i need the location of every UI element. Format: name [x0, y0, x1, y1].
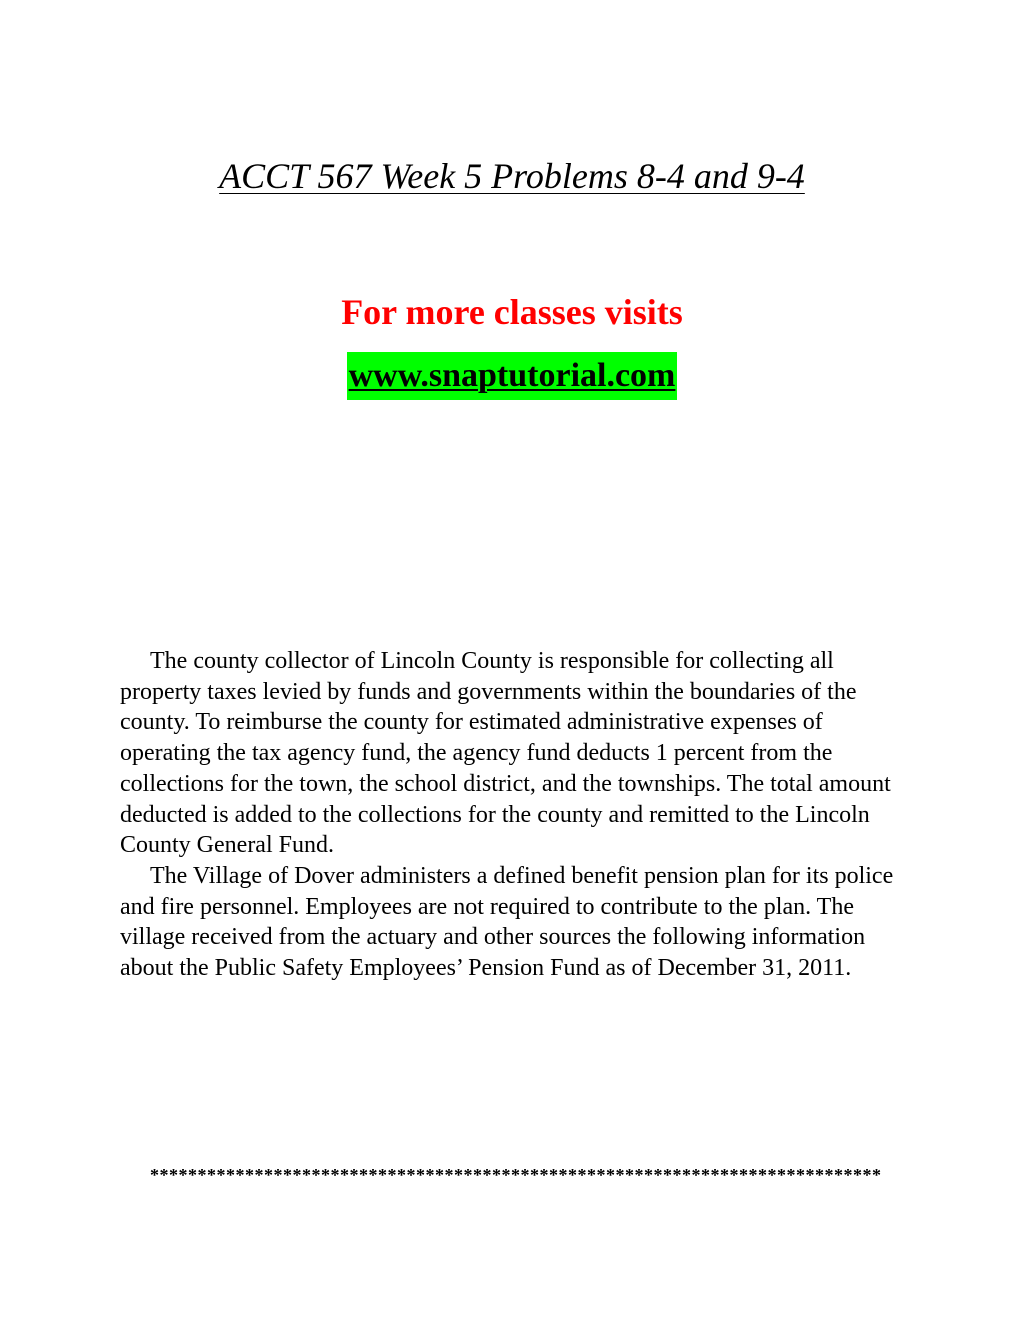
paragraph-village-of-dover: The Village of Dover administers a defined benefit pension plan for its police and fire personnel. Employees are not required to contribute to the plan. The village received from the actuary and other sources the following information about the Public Safety Employees’ Pension Fund as of December 31, 2011.	[120, 862, 894, 982]
website-link-container	[0, 352, 1024, 400]
document-title-text: ACCT 567 Week 5 Problems 8-4 and 9-4	[219, 156, 805, 196]
separator-line: *****************************************************************************	[150, 1165, 882, 1185]
paragraph-lincoln-county: The county collector of Lincoln County is responsible for collecting all property taxes levied by funds and governments within the boundaries of the county. To reimburse the county for estimated administrative expenses of operating the tax agency fund, the agency fund deducts 1 percent from the collections for the town, the school district, and the townships. The total amount deducted is added to the collections for the county and remitted to the Lincoln County General Fund.	[120, 648, 891, 859]
document-title	[0, 152, 1024, 200]
website-link[interactable]: www.snaptutorial.com	[347, 352, 678, 400]
body-text	[120, 646, 910, 984]
promo-heading: For more classes visits	[341, 292, 683, 332]
